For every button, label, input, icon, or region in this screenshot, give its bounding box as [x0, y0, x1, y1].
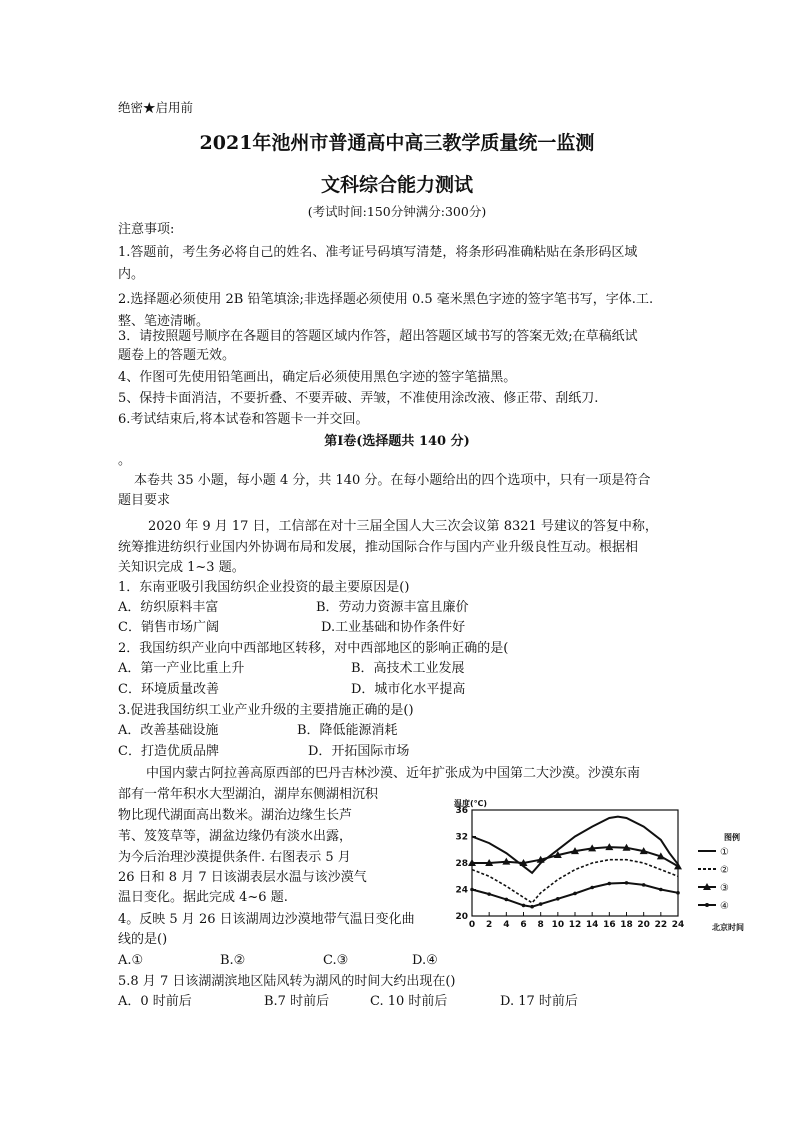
- legend-marker-4: [705, 903, 709, 907]
- note-3b: 题卷上的答题无效。: [118, 348, 236, 363]
- q3-option-c: C．打造优质品牌: [118, 744, 219, 759]
- q1-option-a: A．纺织原料丰富: [118, 600, 219, 615]
- section-dot: 。: [118, 453, 132, 468]
- temperature-chart: [446, 796, 746, 936]
- exam-title: 2021年池州市普通高中高三教学质量统一监测: [199, 132, 595, 154]
- q5-stem: 5.8 月 7 日该湖湖滨地区陆风转为湖风的时间大约出现在(): [118, 974, 456, 989]
- legend-label-3: ③: [720, 883, 729, 894]
- x-tick-label: 14: [585, 920, 599, 930]
- note-3a: 3．请按照题号顺序在各题目的答题区域内作答，超出答题区域书写的答案无效;在草稿纸试: [118, 329, 638, 344]
- passage1-a: 2020 年 9 月 17 日，工信部在对十三届全国人大三次会议第 8321 号建议的答复中称，: [148, 519, 658, 534]
- q3-option-a: A．改善基础设施: [118, 723, 219, 738]
- series-4-marker: [573, 892, 577, 896]
- section-intro-b: 题目要求: [118, 493, 171, 508]
- x-tick-label: 18: [620, 920, 633, 930]
- y-tick-label: 28: [455, 859, 468, 869]
- q4-option-b: B.②: [220, 953, 246, 968]
- series-4-marker: [487, 892, 491, 896]
- section-title: 第Ⅰ卷(选择题共 140 分): [324, 434, 470, 449]
- exam-subtitle: 文科综合能力测试: [320, 174, 473, 196]
- series-4-marker: [470, 888, 474, 892]
- q1-option-d: D.工业基础和协作条件好: [321, 620, 466, 635]
- q1-option-b: B．劳动力资源丰富且廉价: [316, 600, 469, 615]
- notes-heading: 注意事项:: [118, 222, 175, 237]
- series-4-marker: [608, 882, 612, 886]
- passage1-c: 关知识完成 1~3 题。: [118, 560, 245, 575]
- q3-option-d: D．开拓国际市场: [308, 744, 410, 759]
- series-4-marker: [659, 888, 663, 892]
- x-tick-label: 10: [551, 920, 565, 930]
- q2-option-a: A．第一产业比重上升: [118, 661, 245, 676]
- legend-title: 图例: [724, 833, 740, 842]
- passage2-e: 为今后治理沙漠提供条件. 右图表示 5 月: [118, 850, 351, 865]
- q2-option-d: D．城市化水平提高: [351, 682, 466, 697]
- q3-stem: 3.促进我国纺织工业产业升级的主要措施正确的是(): [118, 703, 414, 718]
- y-tick-label: 20: [455, 912, 468, 922]
- legend-label-1: ①: [720, 847, 729, 858]
- x-axis-label: 北京时间: [712, 923, 744, 932]
- note-6: 6.考试结束后,将本试卷和答题卡一并交回。: [118, 412, 369, 427]
- legend-label-2: ②: [720, 865, 729, 876]
- x-tick-label: 20: [637, 920, 650, 930]
- q2-option-b: B．高技术工业发展: [351, 661, 465, 676]
- note-1b: 内。: [118, 267, 145, 282]
- x-tick-label: 16: [603, 920, 616, 930]
- secret-mark: 绝密★启用前: [118, 100, 194, 115]
- q5-option-a: A．0 时前后: [118, 994, 192, 1009]
- x-tick-label: 2: [486, 920, 493, 930]
- x-tick-label: 4: [503, 920, 510, 930]
- q5-option-d: D. 17 时前后: [500, 994, 578, 1009]
- q1-option-c: C．销售市场广阔: [118, 620, 219, 635]
- section-intro-a: 本卷共 35 小题，每小题 4 分，共 140 分。在每小题给出的四个选项中，只有一项是符合: [134, 473, 651, 488]
- q4-option-c: C.③: [323, 953, 349, 968]
- q2-stem: 2．我国纺织产业向中西部地区转移，对中西部地区的影响正确的是(: [118, 641, 509, 656]
- series-line-2: [472, 860, 678, 903]
- plot-frame: [472, 810, 678, 916]
- note-5: 5、保持卡面消洁，不要折叠、不要弄破、弄皱，不准使用涂改液、修正带、刮纸刀.: [118, 391, 599, 406]
- x-tick-label: 24: [671, 920, 685, 930]
- y-tick-label: 24: [455, 885, 468, 896]
- y-axis-label: 温度(℃): [454, 799, 487, 808]
- passage2-f: 26 日和 8 月 7 日该湖表层水温与该沙漠气: [118, 870, 367, 885]
- passage2-a: 中国内蒙古阿拉善高原西部的巴丹吉林沙漠、近年扩张成为中国第二大沙漠。沙漠东南: [146, 766, 641, 781]
- note-2b: 整、笔迹清晰。: [118, 314, 210, 329]
- note-2a: 2.选择题必须使用 2B 铅笔填涂;非选择题必须使用 0.5 毫米黑色字迹的签字笔书写，字体.工.: [118, 292, 654, 307]
- passage2-g: 温日变化。据此完成 4~6 题.: [118, 890, 288, 905]
- q5-option-c: C. 10 时前后: [370, 994, 448, 1009]
- series-4-marker: [676, 891, 680, 895]
- q5-option-b: B.7 时前后: [264, 994, 330, 1009]
- x-tick-label: 6: [520, 920, 527, 930]
- passage1-b: 统筹推进纺织行业国内外协调布局和发展，推动国际合作与国内产业升级良性互动。根据相: [118, 540, 639, 555]
- series-4-marker: [505, 898, 509, 902]
- x-tick-label: 8: [537, 920, 544, 930]
- passage2-b: 部有一常年积水大型湖泊，湖岸东侧湖相沉积: [118, 787, 379, 802]
- legend-label-4: ④: [720, 901, 729, 912]
- note-4: 4、作图可先使用铅笔画出，确定后必须使用黑色字迹的签字笔描黑。: [118, 370, 517, 385]
- series-4-marker: [539, 902, 543, 906]
- x-tick-label: 12: [568, 920, 582, 930]
- q4-option-d: D.④: [412, 953, 438, 968]
- series-4-marker: [642, 883, 646, 887]
- q4-stem-a: 4。反映 5 月 26 日该湖周边沙漠地带气温日变化曲: [118, 912, 415, 927]
- temperature-chart-svg: [446, 796, 746, 936]
- x-tick-label: 22: [654, 920, 668, 930]
- note-1a: 1.答题前，考生务必将自己的姓名、准考证号码填写清楚，将条形码准确粘贴在条形码区域: [118, 245, 638, 260]
- series-4-marker: [590, 886, 594, 890]
- q3-option-b: B．降低能源消耗: [297, 723, 398, 738]
- q2-option-c: C．环境质量改善: [118, 682, 219, 697]
- series-4-marker: [556, 897, 560, 901]
- exam-info: (考试时间:150分钟满分:300分): [307, 204, 487, 219]
- q4-option-a: A.①: [118, 953, 144, 968]
- passage2-d: 苇、笈笈草等，湖盆边缘仍有淡水出露，: [118, 829, 353, 844]
- series-4-marker: [625, 881, 629, 885]
- q4-stem-b: 线的是(): [118, 932, 168, 947]
- x-tick-label: 0: [468, 920, 476, 930]
- passage2-c: 物比现代湖面高出数米。湖治边缘生长芦: [118, 808, 353, 823]
- y-tick-label: 32: [455, 832, 468, 843]
- y-tick-label: 36: [455, 806, 468, 816]
- series-4-marker: [530, 905, 534, 909]
- q1-stem: 1．东南亚吸引我国纺织企业投资的最主要原因是(): [118, 580, 410, 595]
- series-4-marker: [522, 904, 526, 908]
